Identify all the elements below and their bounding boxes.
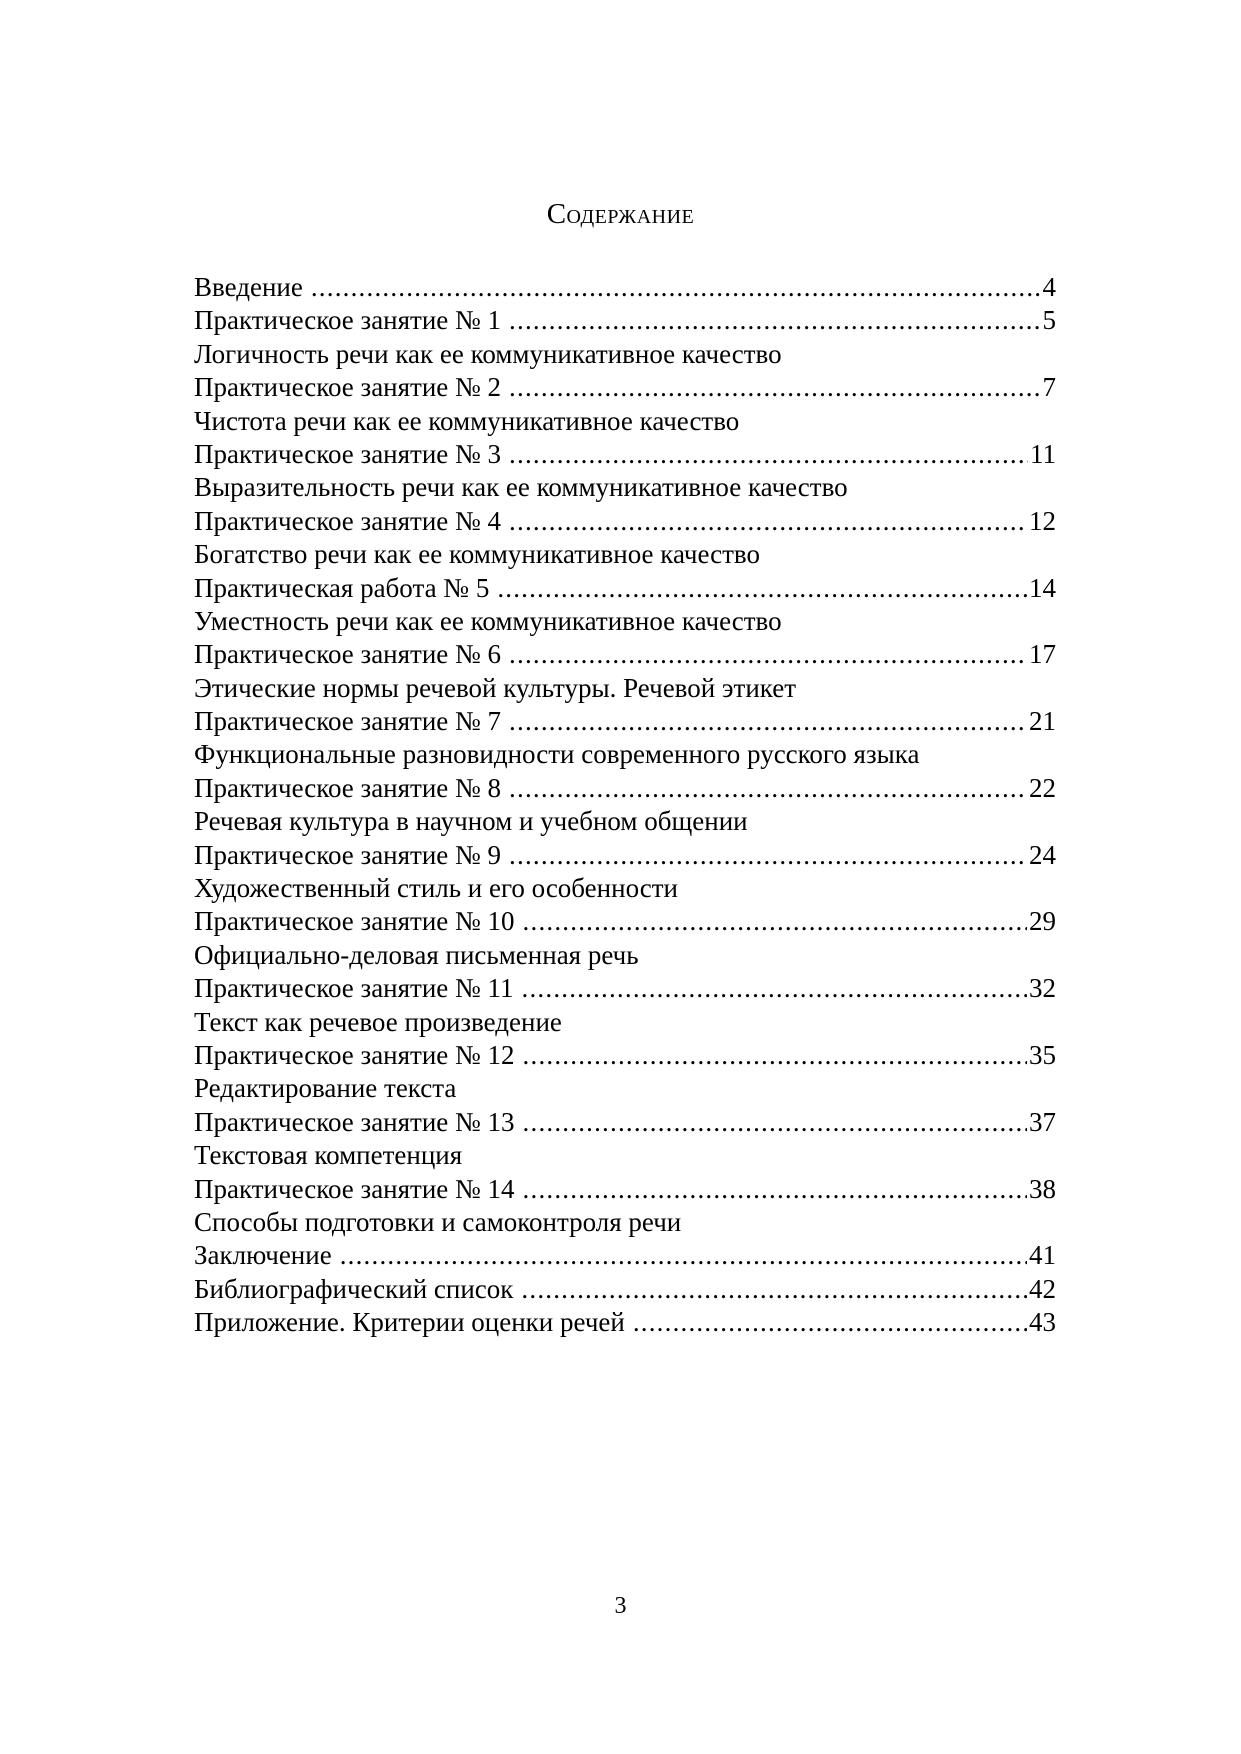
toc-entry-label: Практическое занятие № 6 [194,639,502,670]
toc-entry [194,438,1056,471]
toc-entry-subtitle: Способы подготовки и самоконтроля речи [194,1206,682,1237]
toc-dot-leader [509,839,1027,872]
toc-entry-page: 32 [1029,973,1056,1004]
toc-entry-label: Введение [194,272,303,302]
toc-entry [194,271,1056,304]
toc-entry-subtitle: Функциональные разновидности современного русского языка [194,739,920,770]
toc-entry-page: 24 [1029,839,1056,870]
toc-entry [194,1039,1056,1072]
toc-dot-leader [497,572,1027,605]
toc-entry-subtitle: Художественный стиль и его особенности [194,873,678,904]
toc-entry-label: Практическое занятие № 2 [194,372,502,403]
toc-entry-subtitle: Этические нормы речевой культуры. Речевой этикет [194,672,797,703]
toc-entry [194,505,1056,538]
toc-entry-page: 11 [1030,438,1056,469]
toc-entry-label: Практическое занятие № 3 [194,438,502,469]
toc-entry [194,572,1056,605]
toc-dot-leader [523,1106,1027,1139]
toc-entry [194,905,1056,938]
toc-entry-subtitle: Логичность речи как ее коммуникативное качество [194,338,782,369]
toc-entry [194,371,1056,404]
toc-entry-subtitle: Официально-деловая письменная речь [194,939,639,970]
toc-entry-label: Практическая работа № 5 [194,572,490,603]
toc-entry-subtitle: Богатство речи как ее коммуникативное качество [194,539,760,570]
table-of-contents [194,271,1056,1340]
toc-entry [194,1273,1056,1306]
toc-dot-leader [509,371,1040,404]
toc-entry-subtitle: Уместность речи как ее коммуникативное качество [194,605,782,636]
toc-entry-label: Практическое занятие № 12 [194,1039,515,1070]
toc-entry-label: Приложение. Критерии оценки речей [194,1307,625,1338]
toc-dot-leader [509,505,1027,538]
toc-entry-label: Практическое занятие № 4 [194,505,502,536]
toc-entry [194,772,1056,805]
toc-entry-page: 22 [1029,772,1056,803]
toc-entry [194,705,1056,738]
toc-entry-subtitle: Речевая культура в научном и учебном общении [194,806,748,837]
toc-dot-leader [509,772,1027,805]
toc-entry-subtitle: Редактирование текста [194,1073,457,1104]
toc-entry [194,839,1056,872]
toc-dot-leader [340,1239,1027,1272]
toc-entry [194,1173,1056,1206]
toc-entry [194,638,1056,671]
toc-dot-leader [523,1039,1027,1072]
toc-entry-label: Заключение [194,1240,332,1271]
toc-entry-page: 14 [1029,572,1056,603]
toc-entry-label: Практическое занятие № 10 [194,906,515,937]
toc-entry-label: Практическое занятие № 13 [194,1106,515,1137]
toc-entry-label: Практическое занятие № 11 [194,973,514,1004]
toc-entry [194,972,1056,1005]
toc-dot-leader [521,1273,1027,1306]
toc-entry-label: Практическое занятие № 7 [194,706,502,737]
toc-entry-label: Практическое занятие № 9 [194,839,502,870]
toc-dot-leader [633,1306,1027,1339]
toc-entry-page: 4 [1042,272,1056,302]
toc-dot-leader [509,638,1027,671]
toc-entry-label: Библиографический список [194,1273,514,1304]
toc-entry-page: 12 [1029,505,1056,536]
toc-dot-leader [523,905,1027,938]
toc-entry [194,1106,1056,1139]
toc-entry-label: Практическое занятие № 8 [194,772,502,803]
toc-dot-leader [509,705,1027,738]
toc-entry-page: 38 [1029,1173,1056,1204]
toc-entry-subtitle: Текст как речевое произведение [194,1006,562,1037]
toc-entry-page: 43 [1029,1307,1056,1338]
toc-dot-leader [509,304,1040,337]
page-number: 3 [614,1593,627,1619]
toc-entry-page: 29 [1029,906,1056,937]
toc-entry-page: 17 [1029,639,1056,670]
toc-entry-subtitle: Чистота речи как ее коммуникативное качество [194,405,740,436]
toc-entry-subtitle: Выразительность речи как ее коммуникативное качество [194,472,848,503]
toc-dot-leader [311,271,1041,304]
page-title: Содержание [546,198,695,230]
toc-entry [194,1239,1056,1272]
toc-dot-leader [522,972,1027,1005]
toc-entry-page: 41 [1029,1240,1056,1271]
toc-entry-page: 42 [1029,1273,1056,1304]
toc-entry [194,1306,1056,1339]
toc-dot-leader [509,438,1028,471]
toc-entry-label: Практическое занятие № 1 [194,305,502,336]
toc-entry-label: Практическое занятие № 14 [194,1173,515,1204]
toc-dot-leader [523,1173,1027,1206]
toc-entry-page: 21 [1029,706,1056,737]
toc-entry-page: 37 [1029,1106,1056,1137]
toc-entry-subtitle: Текстовая компетенция [194,1140,463,1171]
toc-entry [194,304,1056,337]
toc-entry-page: 35 [1029,1039,1056,1070]
toc-entry-page: 5 [1042,305,1056,336]
toc-entry-page: 7 [1042,372,1056,403]
